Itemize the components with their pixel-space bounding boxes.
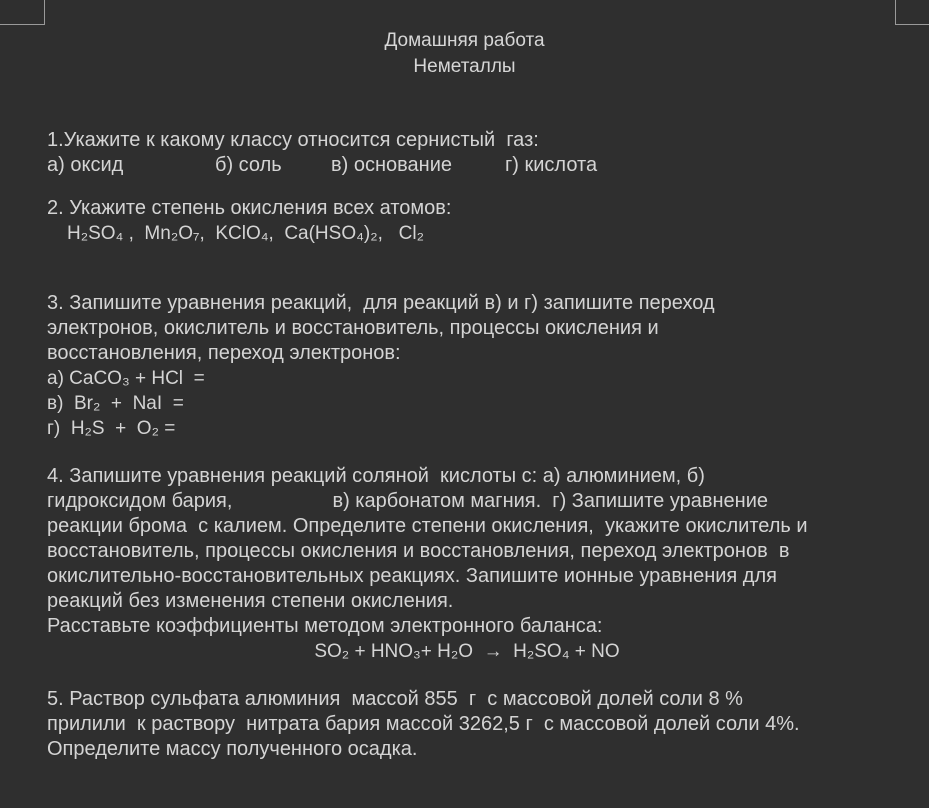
- option-a: а) оксид: [47, 154, 124, 176]
- document-title: Домашняя работа: [384, 30, 545, 51]
- question-3-line: 3. Запишите уравнения реакций, для реакций в) и г) запишите переход: [47, 292, 715, 314]
- question-4-line: Расставьте коэффициенты методом электронного баланса:: [47, 615, 603, 637]
- question-5-line: Определите массу полученного осадка.: [47, 738, 418, 760]
- option-c: в) основание: [331, 154, 452, 176]
- question-5: [47, 687, 907, 762]
- question-5-line: 5. Раствор сульфата алюминия массой 855 г с массовой долей соли 8 %: [47, 688, 743, 710]
- document-body: [47, 128, 907, 762]
- question-1: [47, 128, 907, 178]
- page-corner-top-right: [895, 0, 929, 25]
- question-3-line: восстановления, переход электронов:: [47, 342, 401, 364]
- page-corner-top-left: [0, 0, 45, 25]
- question-4-line: восстановитель, процессы окисления и восстановления, переход электронов в: [47, 540, 790, 562]
- question-4-line: реакции брома с калием. Определите степени окисления, укажите окислитель и: [47, 515, 808, 537]
- question-3: [47, 291, 907, 441]
- question-2-formulas: H₂SO₄ , Mn₂O₇, KClO₄, Ca(HSO₄)₂, Cl₂: [67, 223, 425, 244]
- question-3-line: электронов, окислитель и восстановитель, процессы окисления и: [47, 317, 659, 339]
- question-1-text: 1.Укажите к какому классу относится сернистый газ:: [47, 129, 539, 151]
- question-4-line: 4. Запишите уравнения реакций соляной кислоты с: а) алюминием, б): [47, 465, 705, 487]
- reaction-a: а) CaCO₃ + HCl =: [47, 368, 205, 389]
- question-1-options: [47, 153, 907, 178]
- question-2-text: 2. Укажите степень окисления всех атомов:: [47, 197, 452, 219]
- document-header: [0, 28, 929, 80]
- question-4: [47, 464, 907, 664]
- question-4-line: окислительно-восстановительных реакциях. Запишите ионные уравнения для: [47, 565, 777, 587]
- reaction-v: в) Br₂ + NaI =: [47, 393, 184, 414]
- question-2: [47, 196, 907, 246]
- option-d: г) кислота: [505, 154, 598, 176]
- redox-equation: SO₂ + HNO₃+ H₂O → H₂SO₄ + NO: [314, 641, 620, 662]
- question-4-line: реакций без изменения степени окисления.: [47, 590, 454, 612]
- question-4-line: гидроксидом бария, в) карбонатом магния. г) Запишите уравнение: [47, 490, 768, 512]
- document-subtitle: Неметаллы: [413, 56, 516, 77]
- question-5-line: прилили к раствору нитрата бария массой 3262,5 г с массовой долей соли 4%.: [47, 713, 800, 735]
- reaction-g: г) H₂S + O₂ =: [47, 418, 176, 439]
- option-b: б) соль: [215, 154, 282, 176]
